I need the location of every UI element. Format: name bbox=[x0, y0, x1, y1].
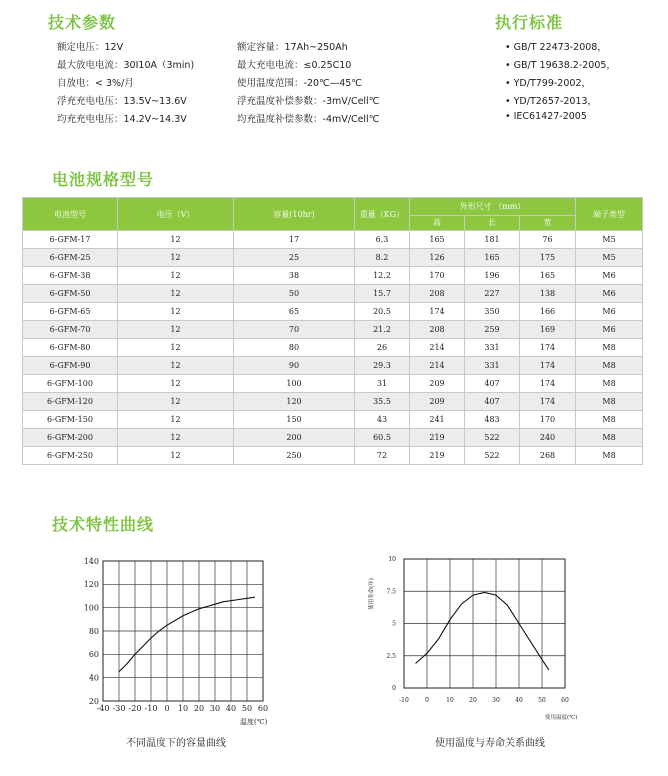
table-row bbox=[23, 339, 643, 357]
cell-capacity: 150 bbox=[234, 411, 355, 429]
x-tick-label: 0 bbox=[164, 704, 170, 713]
cell-capacity: 200 bbox=[234, 429, 355, 447]
cell-height: 170 bbox=[410, 267, 465, 285]
cell-length: 407 bbox=[465, 375, 520, 393]
cell-capacity: 250 bbox=[234, 447, 355, 465]
cell-model: 6-GFM-80 bbox=[23, 339, 118, 357]
spec-equalize-voltage: 均充充电电压：14.2V~14.3V bbox=[57, 114, 187, 125]
cell-terminal: M8 bbox=[576, 429, 643, 447]
cell-model: 6-GFM-90 bbox=[23, 357, 118, 375]
cell-width: 175 bbox=[520, 249, 576, 267]
y-tick-label: 40 bbox=[88, 673, 99, 683]
cell-width: 174 bbox=[520, 393, 576, 411]
cell-weight: 21.2 bbox=[355, 321, 410, 339]
cell-voltage: 12 bbox=[118, 339, 234, 357]
standard-item: • YD/T799-2002， bbox=[505, 78, 591, 89]
tech-params-title: 技术参数 bbox=[48, 13, 117, 32]
cell-voltage: 12 bbox=[118, 249, 234, 267]
cell-width: 169 bbox=[520, 321, 576, 339]
y-tick-label: 120 bbox=[83, 580, 99, 590]
header-terminal: 端子类型 bbox=[576, 198, 643, 231]
x-tick-label: 60 bbox=[257, 704, 269, 713]
cell-length: 259 bbox=[465, 321, 520, 339]
x-tick-label: 30 bbox=[492, 697, 500, 704]
spec-float-voltage: 浮充充电电压：13.5V~13.6V bbox=[57, 96, 187, 107]
cell-model: 6-GFM-17 bbox=[23, 231, 118, 249]
capacity-chart-caption: 不同温度下的容量曲线 bbox=[126, 738, 226, 749]
x-tick-label: 30 bbox=[209, 704, 221, 713]
spec-rated-capacity: 额定容量：17Ah~250Ah bbox=[237, 42, 348, 53]
cell-width: 76 bbox=[520, 231, 576, 249]
header-dimensions: 外形尺寸 （mm） bbox=[410, 198, 576, 216]
x-tick-label: 10 bbox=[446, 697, 454, 704]
y-tick-label: 20 bbox=[88, 696, 99, 706]
cell-width: 170 bbox=[520, 411, 576, 429]
battery-table-body bbox=[23, 231, 643, 465]
x-tick-label: 50 bbox=[241, 704, 253, 713]
cell-width: 268 bbox=[520, 447, 576, 465]
cell-weight: 6.3 bbox=[355, 231, 410, 249]
cell-voltage: 12 bbox=[118, 393, 234, 411]
cell-weight: 43 bbox=[355, 411, 410, 429]
x-tick-label: -30 bbox=[112, 704, 126, 713]
x-tick-label: -20 bbox=[128, 704, 142, 713]
cell-height: 209 bbox=[410, 393, 465, 411]
x-tick-label: 10 bbox=[177, 704, 189, 713]
cell-terminal: M6 bbox=[576, 285, 643, 303]
cell-capacity: 50 bbox=[234, 285, 355, 303]
x-tick-label: 40 bbox=[515, 697, 523, 704]
cell-length: 522 bbox=[465, 429, 520, 447]
header-weight: 重量（KG） bbox=[355, 198, 410, 231]
y-tick-label: 100 bbox=[83, 603, 99, 613]
table-row bbox=[23, 357, 643, 375]
spec-max-discharge: 最大放电电流：30I10A（3min) bbox=[57, 60, 195, 71]
x-axis-label: 使用温度(℃) bbox=[545, 715, 578, 721]
standard-item: • GB/T 22473-2008， bbox=[505, 42, 607, 53]
x-tick-label: -10 bbox=[399, 697, 409, 704]
cell-capacity: 100 bbox=[234, 375, 355, 393]
header-length: 长 bbox=[465, 216, 520, 231]
cell-terminal: M6 bbox=[576, 321, 643, 339]
x-tick-label: 0 bbox=[425, 697, 429, 704]
cell-width: 138 bbox=[520, 285, 576, 303]
table-row bbox=[23, 321, 643, 339]
y-tick-label: 80 bbox=[88, 626, 99, 636]
cell-weight: 31 bbox=[355, 375, 410, 393]
x-axis-label: 温度(℃) bbox=[240, 718, 268, 726]
cell-length: 407 bbox=[465, 393, 520, 411]
cell-weight: 35.5 bbox=[355, 393, 410, 411]
cell-height: 219 bbox=[410, 429, 465, 447]
x-tick-label: 60 bbox=[561, 697, 569, 704]
header-width: 宽 bbox=[520, 216, 576, 231]
cell-voltage: 12 bbox=[118, 303, 234, 321]
cell-voltage: 12 bbox=[118, 321, 234, 339]
cell-capacity: 38 bbox=[234, 267, 355, 285]
cell-model: 6-GFM-250 bbox=[23, 447, 118, 465]
cell-weight: 72 bbox=[355, 447, 410, 465]
header-height: 高 bbox=[410, 216, 465, 231]
cell-model: 6-GFM-65 bbox=[23, 303, 118, 321]
cell-weight: 60.5 bbox=[355, 429, 410, 447]
x-tick-label: 50 bbox=[538, 697, 546, 704]
y-tick-label: 140 bbox=[83, 556, 99, 566]
y-axis-label: 使用寿命(年) bbox=[369, 578, 375, 610]
cell-width: 240 bbox=[520, 429, 576, 447]
cell-model: 6-GFM-38 bbox=[23, 267, 118, 285]
cell-voltage: 12 bbox=[118, 447, 234, 465]
y-tick-label: 7.5 bbox=[386, 588, 396, 596]
standard-item: • YD/T2657-2013， bbox=[505, 96, 598, 107]
cell-weight: 15.7 bbox=[355, 285, 410, 303]
cell-length: 181 bbox=[465, 231, 520, 249]
life-chart-caption: 使用温度与寿命关系曲线 bbox=[435, 738, 545, 749]
standard-item: • IEC61427-2005 bbox=[505, 111, 587, 122]
cell-terminal: M8 bbox=[576, 447, 643, 465]
cell-length: 227 bbox=[465, 285, 520, 303]
spec-float-comp: 浮充温度补偿参数：-3mV/Cell℃ bbox=[237, 96, 380, 107]
spec-self-discharge: 自放电：< 3%/月 bbox=[57, 78, 134, 89]
cell-voltage: 12 bbox=[118, 375, 234, 393]
cell-length: 522 bbox=[465, 447, 520, 465]
series-line bbox=[416, 593, 549, 670]
x-tick-label: -10 bbox=[144, 704, 158, 713]
cell-width: 174 bbox=[520, 357, 576, 375]
cell-voltage: 12 bbox=[118, 429, 234, 447]
cell-model: 6-GFM-50 bbox=[23, 285, 118, 303]
cell-capacity: 65 bbox=[234, 303, 355, 321]
cell-capacity: 70 bbox=[234, 321, 355, 339]
table-row bbox=[23, 303, 643, 321]
cell-model: 6-GFM-120 bbox=[23, 393, 118, 411]
cell-weight: 26 bbox=[355, 339, 410, 357]
cell-capacity: 25 bbox=[234, 249, 355, 267]
y-tick-label: 5 bbox=[392, 620, 396, 628]
header-voltage: 电压（V） bbox=[118, 198, 234, 231]
cell-height: 219 bbox=[410, 447, 465, 465]
cell-height: 214 bbox=[410, 357, 465, 375]
cell-voltage: 12 bbox=[118, 231, 234, 249]
standard-item: • GB/T 19638.2-2005， bbox=[505, 60, 616, 71]
curves-title: 技术特性曲线 bbox=[52, 515, 155, 534]
cell-height: 209 bbox=[410, 375, 465, 393]
table-row bbox=[23, 393, 643, 411]
table-row bbox=[23, 249, 643, 267]
cell-length: 196 bbox=[465, 267, 520, 285]
table-row bbox=[23, 411, 643, 429]
cell-model: 6-GFM-100 bbox=[23, 375, 118, 393]
series-line bbox=[119, 597, 255, 672]
cell-length: 165 bbox=[465, 249, 520, 267]
cell-length: 350 bbox=[465, 303, 520, 321]
cell-capacity: 90 bbox=[234, 357, 355, 375]
cell-capacity: 80 bbox=[234, 339, 355, 357]
table-row bbox=[23, 285, 643, 303]
cell-terminal: M8 bbox=[576, 393, 643, 411]
cell-height: 165 bbox=[410, 231, 465, 249]
life-temperature-chart bbox=[355, 548, 605, 728]
x-tick-label: 40 bbox=[225, 704, 237, 713]
cell-model: 6-GFM-70 bbox=[23, 321, 118, 339]
cell-height: 126 bbox=[410, 249, 465, 267]
cell-height: 241 bbox=[410, 411, 465, 429]
spec-equalize-comp: 均充温度补偿参数：-4mV/Cell℃ bbox=[237, 114, 380, 125]
cell-width: 165 bbox=[520, 267, 576, 285]
cell-width: 174 bbox=[520, 375, 576, 393]
table-row bbox=[23, 375, 643, 393]
header-capacity: 容量(10hr) bbox=[234, 198, 355, 231]
cell-height: 208 bbox=[410, 321, 465, 339]
cell-length: 331 bbox=[465, 357, 520, 375]
cell-terminal: M8 bbox=[576, 357, 643, 375]
cell-voltage: 12 bbox=[118, 267, 234, 285]
cell-weight: 20.5 bbox=[355, 303, 410, 321]
cell-model: 6-GFM-200 bbox=[23, 429, 118, 447]
x-tick-label: 20 bbox=[193, 704, 205, 713]
cell-capacity: 17 bbox=[234, 231, 355, 249]
y-tick-label: 0 bbox=[392, 685, 396, 693]
cell-width: 166 bbox=[520, 303, 576, 321]
cell-model: 6-GFM-150 bbox=[23, 411, 118, 429]
cell-terminal: M8 bbox=[576, 375, 643, 393]
cell-terminal: M5 bbox=[576, 231, 643, 249]
table-row bbox=[23, 447, 643, 465]
table-row bbox=[23, 231, 643, 249]
cell-length: 331 bbox=[465, 339, 520, 357]
battery-table-title: 电池规格型号 bbox=[52, 170, 155, 189]
cell-terminal: M8 bbox=[576, 411, 643, 429]
spec-temp-range: 使用温度范围：-20℃—45℃ bbox=[237, 78, 362, 89]
cell-height: 214 bbox=[410, 339, 465, 357]
y-tick-label: 2.5 bbox=[386, 652, 396, 660]
battery-spec-table bbox=[22, 197, 643, 465]
cell-height: 174 bbox=[410, 303, 465, 321]
x-tick-label: -40 bbox=[96, 704, 110, 713]
standards-title: 执行标准 bbox=[495, 13, 564, 32]
x-tick-label: 20 bbox=[469, 697, 477, 704]
spec-rated-voltage: 额定电压：12V bbox=[57, 42, 124, 53]
y-tick-label: 60 bbox=[88, 650, 99, 660]
cell-weight: 8.2 bbox=[355, 249, 410, 267]
table-row bbox=[23, 429, 643, 447]
cell-capacity: 120 bbox=[234, 393, 355, 411]
cell-terminal: M5 bbox=[576, 249, 643, 267]
spec-max-charge: 最大充电电流：≤0.25C10 bbox=[237, 60, 352, 71]
cell-model: 6-GFM-25 bbox=[23, 249, 118, 267]
cell-weight: 12.2 bbox=[355, 267, 410, 285]
cell-terminal: M6 bbox=[576, 303, 643, 321]
cell-voltage: 12 bbox=[118, 285, 234, 303]
cell-width: 174 bbox=[520, 339, 576, 357]
cell-voltage: 12 bbox=[118, 411, 234, 429]
cell-terminal: M6 bbox=[576, 267, 643, 285]
capacity-temperature-chart bbox=[60, 550, 290, 730]
cell-terminal: M8 bbox=[576, 339, 643, 357]
cell-length: 483 bbox=[465, 411, 520, 429]
cell-weight: 29.3 bbox=[355, 357, 410, 375]
header-model: 电池型号 bbox=[23, 198, 118, 231]
cell-voltage: 12 bbox=[118, 357, 234, 375]
table-row bbox=[23, 267, 643, 285]
cell-height: 208 bbox=[410, 285, 465, 303]
y-tick-label: 10 bbox=[388, 556, 396, 564]
